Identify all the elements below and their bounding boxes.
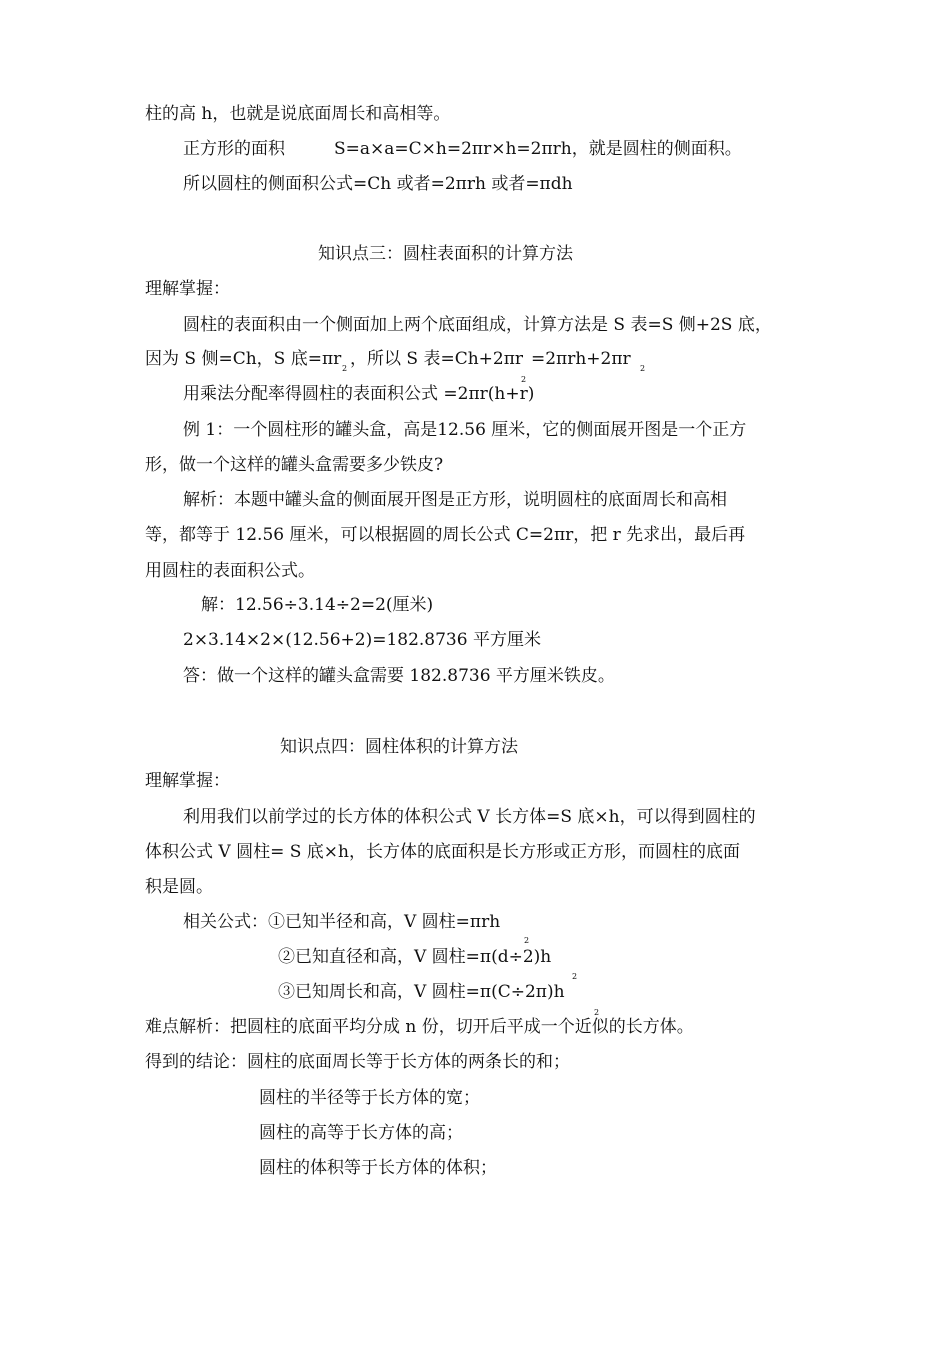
formula-line: S=a×a=C×h=2πr×h=2πrh，就是圆柱的侧面积。: [334, 139, 742, 159]
solution-line: 解：12.56÷3.14÷2=2(厘米): [201, 595, 434, 615]
paragraph-line: 难点解析：把圆柱的底面平均分成 n 份，切开后平成一个近似的长方体。: [145, 1017, 694, 1037]
section-heading-4: 知识点四：圆柱体积的计算方法: [280, 737, 518, 757]
paragraph-line: 体积公式 V 圆柱= S 底×h，长方体的底面积是长方形或正方形，而圆柱的底面: [145, 842, 740, 862]
section-heading-3: 知识点三：圆柱表面积的计算方法: [318, 244, 573, 264]
paragraph-line: 积是圆。: [145, 877, 213, 897]
paragraph-line: 圆柱的半径等于长方体的宽；: [259, 1088, 480, 1108]
answer-line: 答：做一个这样的罐头盒需要 182.8736 平方厘米铁皮。: [183, 666, 615, 686]
paragraph-line: 形，做一个这样的罐头盒需要多少铁皮?: [145, 455, 444, 475]
subheading: 理解掌握：: [145, 771, 230, 791]
paragraph-line: 因为 S 侧=Ch，S 底=πr: [145, 349, 342, 369]
paragraph-line: 正方形的面积: [183, 139, 285, 159]
exponent: 2: [342, 364, 348, 373]
paragraph-line: 等，都等于 12.56 厘米，可以根据圆的周长公式 C=2πr，把 r 先求出，最后再: [145, 525, 746, 545]
paragraph-line: ，所以 S 表=Ch+2πr: [350, 349, 524, 369]
paragraph-line: 圆柱的体积等于长方体的体积；: [259, 1158, 497, 1178]
exponent: 2: [640, 364, 646, 373]
paragraph-line: 例 1：一个圆柱形的罐头盒，高是12.56 厘米，它的侧面展开图是一个正方: [183, 420, 747, 440]
solution-line: 2×3.14×2×(12.56+2)=182.8736 平方厘米: [183, 630, 541, 650]
formula-line: =2πrh+2πr: [531, 349, 631, 369]
paragraph-line: 柱的高 h，也就是说底面周长和高相等。: [145, 104, 451, 124]
paragraph-line: 用圆柱的表面积公式。: [145, 561, 315, 581]
formula-line: 用乘法分配率得圆柱的表面积公式 =2πr(h+r): [183, 384, 535, 404]
paragraph-line: 解析：本题中罐头盒的侧面展开图是正方形，说明圆柱的底面周长和高相: [183, 490, 727, 510]
formula-line: ②已知直径和高，V 圆柱=π(d÷2)h: [278, 947, 552, 967]
paragraph-line: 圆柱的高等于长方体的高；: [259, 1123, 463, 1143]
exponent: 2: [572, 972, 578, 981]
exponent: 2: [521, 375, 527, 384]
formula-line: 相关公式：①已知半径和高，V 圆柱=πrh: [183, 912, 501, 932]
exponent: 2: [594, 1008, 600, 1017]
paragraph-line: 得到的结论：圆柱的底面周长等于长方体的两条长的和；: [145, 1052, 570, 1072]
exponent: 2: [524, 936, 530, 945]
formula-line: ③已知周长和高，V 圆柱=π(C÷2π)h: [278, 982, 565, 1002]
paragraph-line: 利用我们以前学过的长方体的体积公式 V 长方体=S 底×h，可以得到圆柱的: [183, 807, 756, 827]
paragraph-line: 圆柱的表面积由一个侧面加上两个底面组成，计算方法是 S 表=S 侧+2S 底，: [183, 315, 772, 335]
subheading: 理解掌握：: [145, 279, 230, 299]
formula-line: 所以圆柱的侧面积公式=Ch 或者=2πrh 或者=πdh: [183, 174, 573, 194]
